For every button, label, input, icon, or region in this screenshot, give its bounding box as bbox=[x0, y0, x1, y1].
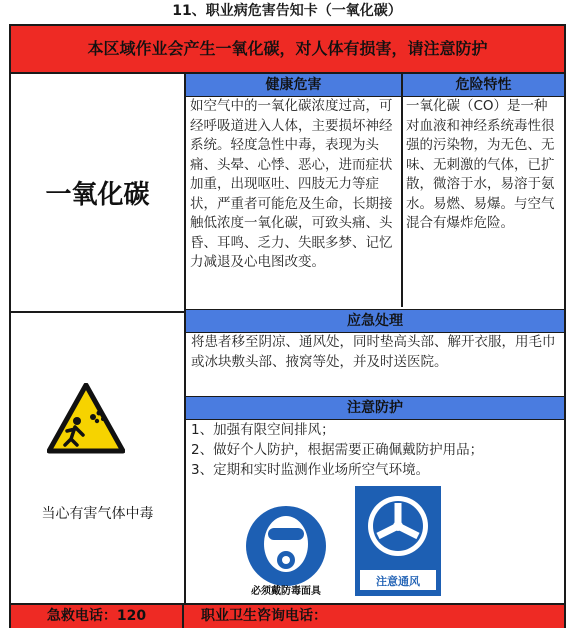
risk-property-text: 一氧化碳（CO）是一种对血液和神经系统毒性很强的污染物，为无色、无味、无刺激的气体，已扩散，微溶于水，易溶于氨水。易燃、易爆。与空气混合有爆炸危险。 bbox=[406, 98, 555, 231]
consult-phone: 职业卫生咨询电话： bbox=[201, 608, 327, 624]
hazard-card bbox=[9, 24, 566, 628]
ventilation-sign-caption: 注意通风 bbox=[376, 575, 420, 588]
emergency-header: 应急处理 bbox=[186, 309, 564, 333]
health-hazard-text: 如空气中的一氧化碳浓度过高，可经呼吸道进入人体，主要损坏神经系统。轻度急性中毒，表现为头痛、头晕、心悸、恶心，进而症状加重，出现呕吐、四肢无力等症状，严重者可能危及生命，长期接触低浓度一氧化碳，可致头痛、头昏、耳鸣、乏力、失眠多梦、记忆力减退及心电图改变。 bbox=[186, 97, 403, 307]
protection-header: 注意防护 bbox=[186, 396, 564, 420]
footer-bar bbox=[11, 603, 564, 628]
warning-banner: 本区域作业会产生一氧化碳，对人体有损害，请注意防护 bbox=[11, 26, 564, 74]
emergency-phone: 急救电话：120 bbox=[11, 605, 184, 628]
ventilation-sign-icon bbox=[355, 486, 441, 596]
gas-mask-sign-caption: 必须戴防毒面具 bbox=[251, 586, 321, 597]
substance-name: 一氧化碳 bbox=[11, 74, 186, 313]
protection-list bbox=[191, 420, 561, 480]
risk-property-header: 危险特性 bbox=[403, 74, 564, 97]
protection-item-3: 3、定期和实时监测作业场所空气环境。 bbox=[191, 462, 430, 478]
toxic-gas-warning-icon bbox=[47, 383, 125, 463]
warning-sign-cell bbox=[11, 313, 186, 603]
protection-item-1: 1、加强有限空间排风； bbox=[191, 422, 335, 438]
page-title: 11、职业病危害告知卡（一氧化碳） bbox=[172, 3, 402, 19]
warning-sign-caption: 当心有害气体中毒 bbox=[41, 506, 154, 522]
emergency-text: 将患者移至阴凉、通风处，同时垫高头部、解开衣服，用毛巾或冰块敷头部、掖窝等处，并及时送医院。 bbox=[191, 334, 556, 370]
protection-item-2: 2、做好个人防护，根据需要正确佩戴防护用品； bbox=[191, 442, 484, 458]
health-hazard-header: 健康危害 bbox=[186, 74, 403, 97]
